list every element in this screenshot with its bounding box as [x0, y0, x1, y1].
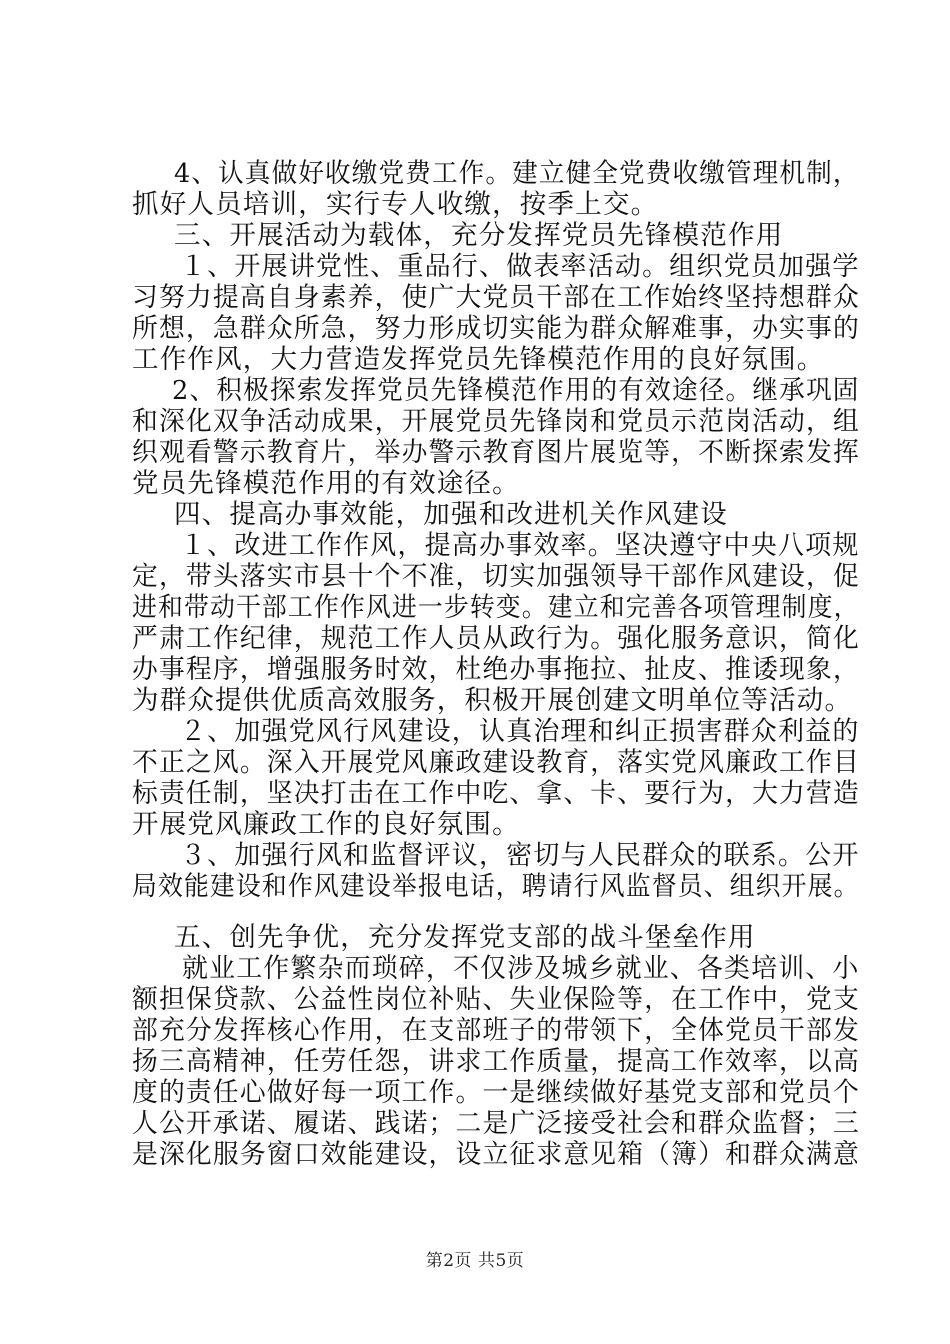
paragraph-line: 严肃工作纪律，规范工作人员从政行为。强化服务意识，简化	[132, 623, 860, 654]
paragraph-line: 抓好人员培训，实行专人收缴，按季上交。	[132, 189, 659, 220]
paragraph-line: 部充分发挥核心作用，在支部班子的带领下，全体党员干部发	[132, 1015, 860, 1046]
paragraph-line: 工作作风，大力营造发挥党员先锋模范作用的良好氛围。	[132, 344, 825, 375]
paragraph-line: 局效能建设和作风建设举报电话，聘请行风监督员、组织开展。	[132, 871, 860, 902]
paragraph-line: 办事程序，增强服务时效，杜绝办事拖拉、扯皮、推诿现象，	[132, 654, 860, 685]
paragraph-line: 就业工作繁杂而琐碎，不仅涉及城乡就业、各类培训、小	[182, 953, 860, 984]
paragraph-line: 为群众提供优质高效服务，积极开展创建文明单位等活动。	[132, 685, 853, 716]
paragraph-line: ２、加强党风行风建设，认真治理和纠正损害群众利益的	[180, 716, 860, 747]
paragraph-line: １、开展讲党性、重品行、做表率活动。组织党员加强学	[180, 251, 860, 282]
paragraph-line: 织观看警示教育片，举办警示教育图片展览等，不断探索发挥	[132, 437, 860, 468]
paragraph-line: １、改进工作作风，提高办事效率。坚决遵守中央八项规	[180, 530, 860, 561]
page-number-footer: 第2页 共5页	[425, 1251, 525, 1271]
paragraph-line: 不正之风。深入开展党风廉政建设教育，落实党风廉政工作目	[132, 747, 860, 778]
paragraph-line: 标责任制，坚决打击在工作中吃、拿、卡、要行为，大力营造	[132, 778, 860, 809]
paragraph-line: ３、加强行风和监督评议，密切与人民群众的联系。公开	[180, 840, 860, 871]
section-heading: 五、创先争优，充分发挥党支部的战斗堡垒作用	[174, 922, 756, 953]
paragraph-line: 开展党风廉政工作的良好氛围。	[132, 809, 520, 840]
paragraph-line: 2、积极探索发挥党员先锋模范作用的有效途径。继承巩固	[172, 375, 860, 406]
paragraph-line: 进和带动干部工作作风进一步转变。建立和完善各项管理制度，	[132, 592, 860, 623]
paragraph-line: 4、认真做好收缴党费工作。建立健全党费收缴管理机制，	[174, 158, 860, 189]
paragraph-line: 额担保贷款、公益性岗位补贴、失业保险等，在工作中，党支	[132, 984, 860, 1015]
paragraph-line: 人公开承诺、履诺、践诺；二是广泛接受社会和群众监督；三	[132, 1108, 860, 1139]
paragraph-line: 扬三高精神，任劳任怨，讲求工作质量，提高工作效率，以高	[132, 1046, 860, 1077]
section-heading: 四、提高办事效能，加强和改进机关作风建设	[174, 499, 728, 530]
paragraph-line: 所想，急群众所急，努力形成切实能为群众解难事，办实事的	[132, 313, 860, 344]
paragraph-line: 是深化服务窗口效能建设，设立征求意见箱（簿）和群众满意	[132, 1139, 860, 1170]
paragraph-line: 和深化双争活动成果，开展党员先锋岗和党员示范岗活动，组	[132, 406, 860, 437]
paragraph-line: 度的责任心做好每一项工作。一是继续做好基党支部和党员个	[132, 1077, 860, 1108]
paragraph-line: 党员先锋模范作用的有效途径。	[132, 468, 520, 499]
paragraph-line: 习努力提高自身素养，使广大党员干部在工作始终坚持想群众	[132, 282, 860, 313]
paragraph-line: 定，带头落实市县十个不准，切实加强领导干部作风建设，促	[132, 561, 860, 592]
section-heading: 三、开展活动为载体，充分发挥党员先锋模范作用	[174, 220, 784, 251]
